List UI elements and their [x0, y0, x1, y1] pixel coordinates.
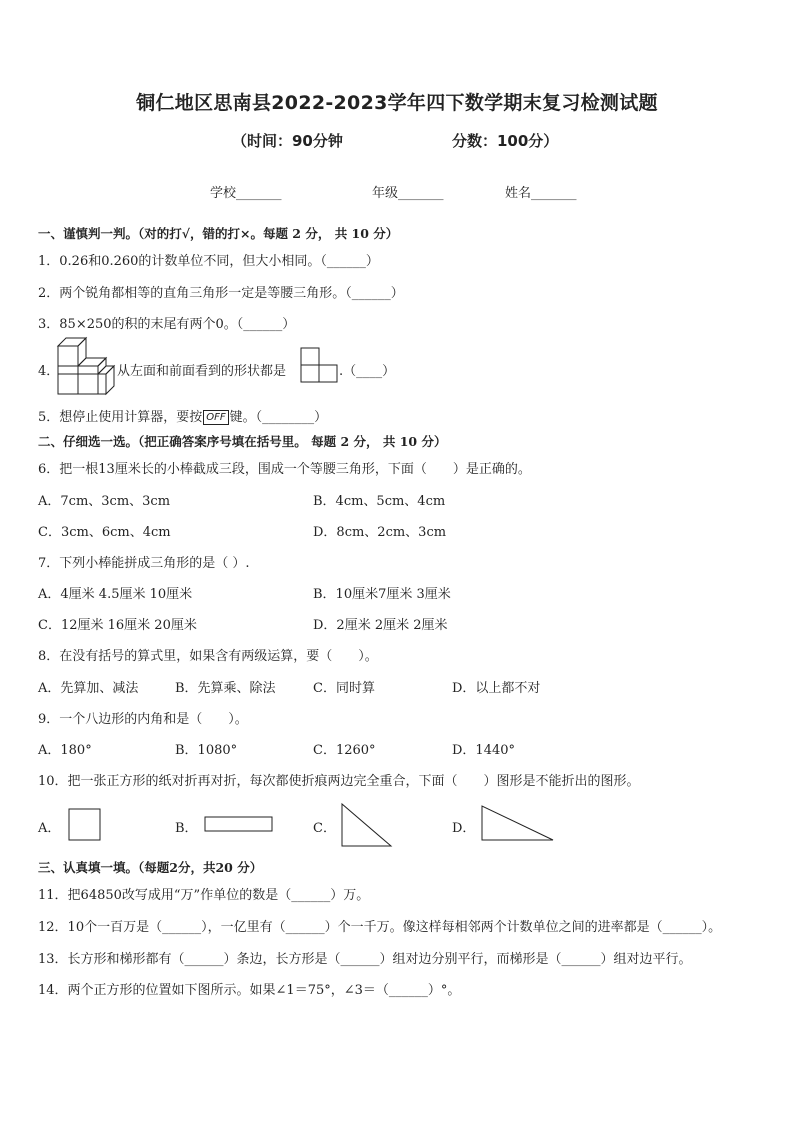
q6-option-b[interactable]: B．4cm、5cm、4cm	[313, 494, 446, 509]
q7-option-d[interactable]: D．2厘米 2厘米 2厘米	[313, 618, 448, 633]
q9-option-c[interactable]: C．1260°	[313, 743, 376, 758]
q9-option-b[interactable]: B．1080°	[175, 743, 238, 758]
q7-option-c[interactable]: C．12厘米 16厘米 20厘米	[38, 618, 197, 633]
school-field[interactable]	[210, 182, 282, 201]
page-title: 铜仁地区思南县2022-2023学年四下数学期末复习检测试题	[136, 92, 658, 114]
q8-option-c[interactable]: C．同时算	[313, 681, 375, 696]
q6-option-c[interactable]: C．3cm、6cm、4cm	[38, 525, 171, 540]
question-4-text: 从左面和前面看到的形状都是	[117, 364, 287, 379]
q8-option-a[interactable]: A．先算加、减法	[38, 681, 139, 696]
grade-label: 年级	[372, 186, 399, 201]
question-5-text-a: 5．想停止使用计算器，要按	[38, 410, 203, 425]
q9-option-a[interactable]: A．180°	[38, 743, 92, 758]
name-field[interactable]	[505, 182, 577, 201]
school-blank: _______	[236, 186, 282, 201]
grade-field[interactable]	[372, 182, 444, 201]
isosceles-right-triangle-shape	[341, 803, 393, 847]
rectangle-shape	[204, 816, 274, 832]
question-6: 6．把一根13厘米长的小棒截成三段，围成一个等腰三角形，下面（ ）是正确的。	[38, 462, 531, 477]
square-shape	[68, 808, 102, 842]
view-shape-figure	[300, 347, 338, 383]
question-14: 14．两个正方形的位置如下图所示。如果∠1＝75°，∠3＝（______）°。	[38, 983, 461, 998]
name-label: 姓名	[505, 186, 532, 201]
q10-option-c[interactable]: C．	[313, 821, 336, 836]
question-4-end: .（____）	[339, 364, 396, 379]
question-13: 13．长方形和梯形都有（______）条边，长方形是（______）组对边分别平行，而梯形是（______）组对边平行。	[38, 952, 692, 967]
q9-option-d[interactable]: D．1440°	[452, 743, 516, 758]
question-8: 8．在没有括号的算式里，如果含有两级运算，要（ ）。	[38, 649, 378, 664]
question-4-number: 4．	[38, 364, 60, 379]
cube-stack-figure	[56, 336, 118, 396]
section1-header: 一、谨慎判一判。（对的打√，错的打×。每题 2 分， 共 10 分）	[38, 226, 399, 241]
grade-blank: _______	[398, 186, 444, 201]
question-3: 3．85×250的积的末尾有两个0。（______）	[38, 317, 296, 332]
q7-option-a[interactable]: A．4厘米 4.5厘米 10厘米	[38, 587, 193, 602]
question-7: 7．下列小棒能拼成三角形的是（ ）.	[38, 556, 250, 571]
q6-option-d[interactable]: D．8cm、2cm、3cm	[313, 525, 447, 540]
question-2: 2．两个锐角都相等的直角三角形一定是等腰三角形。（______）	[38, 286, 404, 301]
q10-option-a[interactable]: A．	[38, 821, 61, 836]
question-5-text-b: 键。（________）	[229, 410, 328, 425]
section3-header: 三、认真填一填。（每题2分，共20 分）	[38, 860, 263, 875]
school-label: 学校	[210, 186, 237, 201]
q8-option-d[interactable]: D．以上都不对	[452, 681, 541, 696]
exam-time: （时间：90分钟	[232, 132, 343, 150]
question-5	[38, 406, 327, 425]
section2-header: 二、仔细选一选。（把正确答案序号填在括号里。 每题 2 分， 共 10 分）	[38, 434, 447, 449]
q7-option-b[interactable]: B．10厘米7厘米 3厘米	[313, 587, 451, 602]
q8-option-b[interactable]: B．先算乘、除法	[175, 681, 276, 696]
question-1: 1．0.26和0.260的计数单位不同，但大小相同。（______）	[38, 254, 379, 269]
q10-option-d[interactable]: D．	[452, 821, 476, 836]
exam-score: 分数：100分）	[452, 132, 559, 150]
right-triangle-shape	[481, 805, 555, 841]
name-blank: _______	[531, 186, 577, 201]
question-11: 11．把64850改写成用“万”作单位的数是（______）万。	[38, 888, 370, 903]
question-10: 10．把一张正方形的纸对折再对折，每次都使折痕两边完全重合，下面（ ）图形是不能折出的图形。	[38, 774, 640, 789]
off-key-icon: OFF	[203, 410, 228, 425]
question-9: 9．一个八边形的内角和是（ ）。	[38, 712, 248, 727]
q6-option-a[interactable]: A．7cm、3cm、3cm	[38, 494, 171, 509]
q10-option-b[interactable]: B．	[175, 821, 198, 836]
question-12: 12．10个一百万是（______），一亿里有（______）个一千万。像这样每相邻两个计数单位之间的进率都是（______）。	[38, 920, 722, 935]
